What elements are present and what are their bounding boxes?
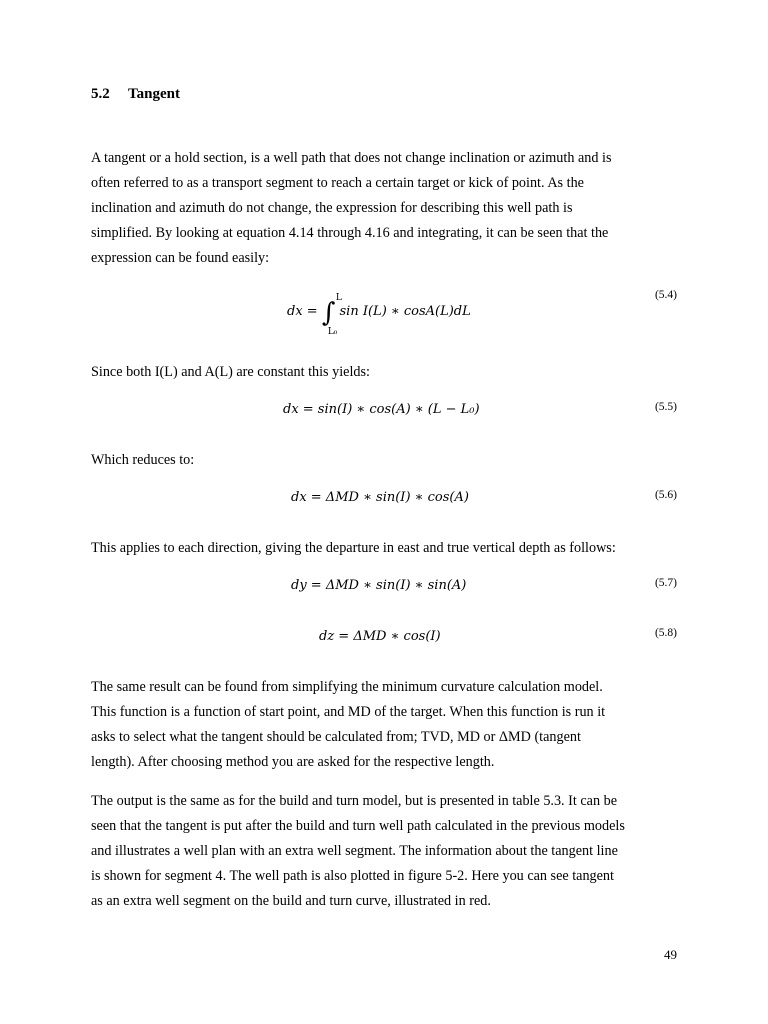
text-line: expression can be found easily: (91, 250, 270, 266)
equation-rhs: sin I(L) ∗ cosA(L)dL (339, 304, 471, 319)
equation-lhs: dx = (287, 304, 318, 319)
section-heading (91, 86, 180, 103)
paragraph-reduces (91, 448, 681, 473)
equation-5-5: dx = sin(I) ∗ cos(A) ∗ (L − L₀) (283, 402, 480, 417)
paragraph-min-curvature (91, 675, 681, 775)
text-line: as an extra well segment on the build and turn curve, illustrated in red. (91, 893, 491, 909)
text-line: length). After choosing method you are asked for the respective length. (91, 754, 495, 770)
text-line: Which reduces to: (91, 452, 195, 468)
text-line: and illustrates a well plan with an extra well segment. The information about the tangent line (91, 843, 618, 859)
text-line: often referred to as a transport segment to reach a certain target or kick of point. As the (91, 175, 584, 191)
text-line: asks to select what the tangent should be calculated from; TVD, MD or ΔMD (tangent (91, 729, 581, 745)
equation-5-6: dx = ΔMD ∗ sin(I) ∗ cos(A) (291, 490, 469, 505)
text-line: is shown for segment 4. The well path is also plotted in figure 5-2. Here you can see tangent (91, 868, 614, 884)
paragraph-intro (91, 146, 681, 271)
text-line: simplified. By looking at equation 4.14 through 4.16 and integrating, it can be seen that the (91, 225, 609, 241)
equation-5-8: dz = ΔMD ∗ cos(I) (319, 629, 441, 644)
text-line: This function is a function of start point, and MD of the target. When this function is run it (91, 704, 606, 720)
equation-5-7: dy = ΔMD ∗ sin(I) ∗ sin(A) (291, 578, 467, 593)
equation-number: (5.6) (654, 489, 677, 501)
equation-5-4 (287, 293, 471, 337)
equation-number: (5.5) (654, 401, 677, 413)
paragraph-directions (91, 536, 681, 561)
equation-number: (5.4) (654, 289, 677, 301)
text-line: The output is the same as for the build and turn model, but is presented in table 5.3. It can be (91, 793, 617, 809)
text-line: A tangent or a hold section, is a well path that does not change inclination or azimuth and is (91, 150, 612, 166)
text-line: inclination and azimuth do not change, the expression for describing this well path is (91, 200, 573, 216)
text-line: Since both I(L) and A(L) are constant this yields: (91, 364, 370, 380)
section-number: 5.2 (91, 86, 110, 102)
equation-number: (5.8) (654, 627, 677, 639)
paragraph-output (91, 789, 681, 914)
text-line: This applies to each direction, giving the departure in east and true vertical depth as follows: (91, 540, 616, 556)
text-line: The same result can be found from simplifying the minimum curvature calculation model. (91, 679, 603, 695)
section-title: Tangent (128, 86, 180, 102)
integral-lower-limit: L₀ (327, 327, 338, 337)
equation-number: (5.7) (654, 577, 677, 589)
text-line: seen that the tangent is put after the build and turn well path calculated in the previous models (91, 818, 625, 834)
integral-upper-limit: L (335, 293, 342, 303)
integral-sign: ∫ L L₀ (321, 293, 342, 337)
page-number: 49 (664, 947, 677, 962)
paragraph-constant (91, 360, 681, 385)
